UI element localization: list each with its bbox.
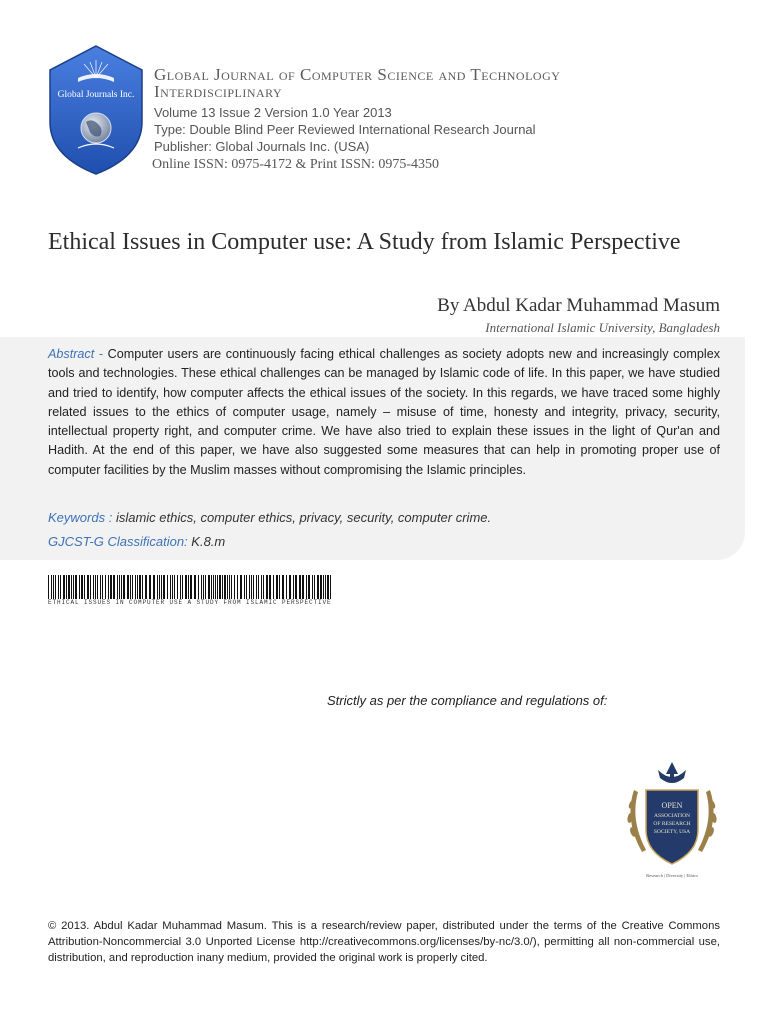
- barcode-bar: [198, 575, 199, 599]
- barcode-bar: [258, 575, 259, 599]
- barcode-bar: [102, 575, 103, 599]
- barcode-bar: [95, 575, 96, 599]
- barcode-bar: [286, 575, 287, 599]
- copyright-footer: © 2013. Abdul Kadar Muhammad Masum. This is a research/review paper, distributed under the terms of the Creative Commons Attribution-Noncommercial 3.0 Unported License http://creativecommons.org/licenses/by-nc/3.0/), permitting all non-commercial use, distribution, and reproduction inany medium, provided the original work is properly cited.: [48, 920, 720, 964]
- barcode-bar: [299, 575, 301, 599]
- barcode-bar: [182, 575, 183, 599]
- barcode-bar: [231, 575, 232, 599]
- barcode-bar: [127, 575, 129, 599]
- barcode-bar: [180, 575, 181, 599]
- barcode-bar: [240, 575, 242, 599]
- barcode-bar: [314, 575, 315, 599]
- barcode-bar: [108, 575, 109, 599]
- keywords: [48, 510, 491, 525]
- barcode-bar: [213, 575, 214, 599]
- barcode-bar: [159, 575, 160, 599]
- seal-line2: ASSOCIATION: [653, 813, 691, 819]
- barcode-bar: [163, 575, 165, 599]
- barcode-bar: [327, 575, 329, 599]
- seal-line3: OF RESEARCH: [653, 821, 691, 827]
- barcode-bar: [217, 575, 218, 599]
- barcode-bar: [293, 575, 294, 599]
- paper-author: By Abdul Kadar Muhammad Masum: [437, 295, 720, 316]
- barcode-bar: [130, 575, 131, 599]
- barcode-bar: [273, 575, 274, 599]
- barcode-bar: [269, 575, 271, 599]
- barcode-bar: [123, 575, 125, 599]
- barcode-bar: [302, 575, 304, 599]
- barcode-bar: [55, 575, 56, 599]
- barcode-bar: [325, 575, 326, 599]
- barcode-bar: [219, 575, 221, 599]
- barcode-bar: [317, 575, 319, 599]
- barcode-bar: [90, 575, 91, 599]
- barcode-bar: [227, 575, 228, 599]
- classification: [48, 534, 225, 549]
- journal-volume: Volume 13 Issue 2 Version 1.0 Year 2013: [154, 105, 392, 120]
- barcode-bar: [201, 575, 202, 599]
- keywords-label: Keywords :: [48, 510, 113, 525]
- barcode-bar: [190, 575, 192, 599]
- barcode-bar: [110, 575, 112, 599]
- barcode-bar: [137, 575, 138, 599]
- barcode-bar: [142, 575, 143, 599]
- barcode-bar: [170, 575, 171, 599]
- barcode-bar: [263, 575, 264, 599]
- barcode-bar: [253, 575, 254, 599]
- barcode-bar: [266, 575, 268, 599]
- barcode-bar: [229, 575, 230, 599]
- author-affiliation: International Islamic University, Bangladesh: [485, 320, 720, 335]
- classification-label: GJCST-G Classification:: [48, 534, 188, 549]
- journal-type: Type: Double Blind Peer Reviewed International Research Journal: [154, 122, 536, 137]
- barcode-bar: [205, 575, 206, 599]
- barcode-bar: [203, 575, 204, 599]
- barcode-bar: [234, 575, 235, 599]
- barcode-bar: [135, 575, 136, 599]
- barcode-bar: [215, 575, 216, 599]
- barcode-bar: [66, 575, 67, 599]
- paper-title: Ethical Issues in Computer use: A Study from Islamic Perspective: [48, 229, 681, 255]
- barcode-bar: [105, 575, 106, 599]
- barcode-bar: [237, 575, 238, 599]
- journal-issn: Online ISSN: 0975-4172 & Print ISSN: 0975-4350: [152, 157, 440, 172]
- barcode-bar: [68, 575, 70, 599]
- barcode-bar: [71, 575, 72, 599]
- barcode-bar: [276, 575, 278, 599]
- barcode-bar: [60, 575, 61, 599]
- abstract-label: Abstract -: [48, 347, 104, 361]
- barcode-bar: [251, 575, 252, 599]
- barcode-bar: [224, 575, 226, 599]
- barcode-bar: [161, 575, 162, 599]
- logo-text: Global Journals Inc.: [57, 90, 135, 100]
- barcode-bar: [289, 575, 291, 599]
- global-journals-logo: [48, 44, 144, 176]
- barcode-bar: [306, 575, 307, 599]
- barcode-bar: [282, 575, 284, 599]
- barcode-bar: [246, 575, 247, 599]
- barcode-bar: [75, 575, 77, 599]
- keywords-text: islamic ethics, computer ethics, privacy, security, computer crime.: [115, 510, 492, 525]
- barcode-bar: [308, 575, 310, 599]
- barcode-bar: [93, 575, 94, 599]
- barcode-bar: [222, 575, 223, 599]
- barcode-bar: [51, 575, 52, 599]
- barcode: [48, 575, 334, 599]
- barcode-bar: [113, 575, 115, 599]
- barcode-bar: [177, 575, 178, 599]
- seal-line4: SOCIETY, USA: [653, 829, 691, 835]
- barcode-bar: [81, 575, 83, 599]
- barcode-bar: [188, 575, 189, 599]
- barcode-bar: [172, 575, 173, 599]
- open-association-seal: [620, 760, 724, 880]
- barcode-bar: [279, 575, 280, 599]
- barcode-bar: [132, 575, 133, 599]
- barcode-bar: [100, 575, 101, 599]
- barcode-bar: [121, 575, 122, 599]
- barcode-bar: [87, 575, 89, 599]
- journal-title-line1: Global Journal of Computer Science and Technology: [154, 65, 561, 84]
- abstract: [48, 345, 720, 480]
- barcode-bar: [330, 575, 331, 599]
- barcode-bar: [211, 575, 212, 599]
- barcode-bar: [53, 575, 54, 599]
- barcode-bar: [73, 575, 74, 599]
- barcode-bar: [194, 575, 196, 599]
- barcode-bar: [48, 575, 49, 599]
- barcode-bar: [149, 575, 151, 599]
- barcode-bar: [174, 575, 175, 599]
- seal-line1: OPEN: [661, 801, 683, 810]
- compliance-note: Strictly as per the compliance and regulations of:: [327, 693, 608, 708]
- barcode-bar: [145, 575, 147, 599]
- barcode-bar: [261, 575, 262, 599]
- barcode-bar: [79, 575, 80, 599]
- barcode-bar: [58, 575, 59, 599]
- classification-code: K.8.m: [191, 534, 226, 549]
- barcode-bar: [167, 575, 168, 599]
- barcode-bar: [119, 575, 120, 599]
- abstract-text: Computer users are continuously facing ethical challenges as society adopts new and increasingly complex tools and technologies. These ethical challenges can be managed by Islamic code of life. In this paper, we have studied and tried to identify, how computer affects the ethical issues of the society. In this regards, we have traced some highly related issues to the ethics of computer usage, namely – misuse of time, honesty and integrity, privacy, security, intellectual property right, and computer crime. We have also tried to explain these issues in the light of Qur'an and Hadith. At the end of this paper, we have also suggested some measures that can help in promoting proper use of computer facilities by the Muslim masses without compromising the Islamic principles.: [48, 347, 721, 477]
- barcode-bar: [153, 575, 155, 599]
- barcode-bar: [185, 575, 187, 599]
- barcode-bar: [320, 575, 322, 599]
- barcode-bar: [244, 575, 245, 599]
- barcode-bar: [208, 575, 210, 599]
- barcode-bar: [117, 575, 118, 599]
- barcode-bar: [139, 575, 141, 599]
- barcode-bar: [312, 575, 313, 599]
- barcode-bar: [323, 575, 324, 599]
- barcode-bar: [63, 575, 65, 599]
- journal-publisher: Publisher: Global Journals Inc. (USA): [154, 139, 370, 154]
- barcode-bar: [295, 575, 297, 599]
- barcode-text: ETHICAL ISSUES IN COMPUTER USE A STUDY FROM ISLAMIC PERSPECTIVE: [48, 599, 332, 606]
- seal-motto: Research | Diversity | Ethics: [646, 873, 698, 878]
- journal-title-line2: Interdisciplinary: [154, 82, 283, 101]
- barcode-bar: [157, 575, 158, 599]
- barcode-bar: [249, 575, 250, 599]
- journal-title: [154, 66, 734, 100]
- barcode-bar: [84, 575, 85, 599]
- barcode-bar: [256, 575, 257, 599]
- barcode-bar: [97, 575, 98, 599]
